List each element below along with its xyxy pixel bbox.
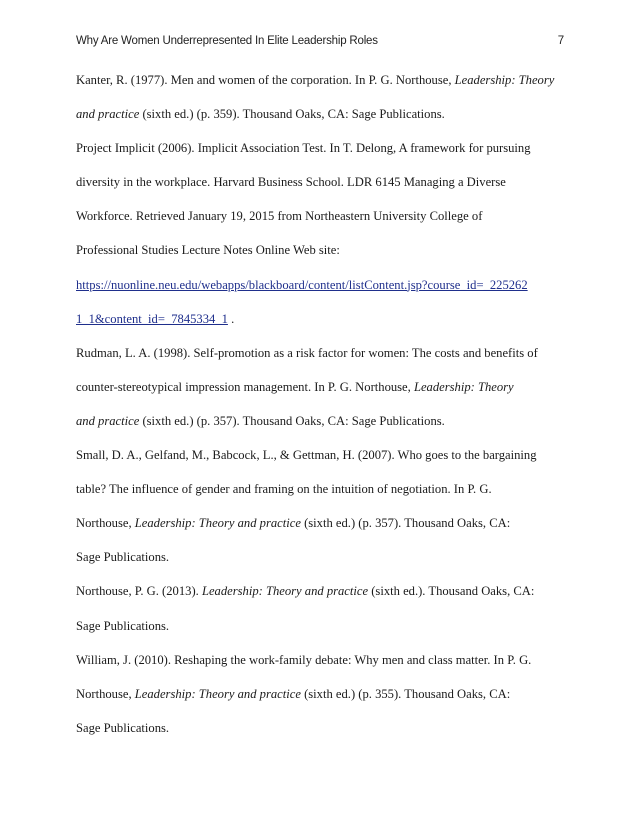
reference-text: Kanter, R. (1977). Men and women of the corporation. In P. G. Northouse, (76, 73, 455, 87)
reference-text: . (227, 311, 235, 326)
reference-text: William, J. (2010). Reshaping the work-family debate: Why men and class matter. In P. G. (76, 652, 532, 667)
reference-text: Project Implicit (2006). Implicit Association Test. In T. Delong, A framework for pursuing (76, 141, 531, 156)
reference-rudman (76, 336, 576, 438)
reference-text: (sixth ed.) (p. 359). Thousand Oaks, CA: Sage Publications. (139, 107, 445, 122)
reference-text: table? The influence of gender and framing on the intuition of negotiation. In P. G. (76, 482, 492, 497)
reference-text: Northouse, (76, 686, 135, 701)
reference-text: (sixth ed.) (p. 355). Thousand Oaks, CA: (300, 686, 511, 701)
reference-italic: Leadership: Theory and practice (134, 686, 301, 701)
reference-url-link[interactable]: 1_1&content_id=_7845334_1 (76, 311, 228, 326)
reference-italic: Leadership: Theory and practice (134, 516, 301, 531)
reference-italic: Leadership: Theory (413, 379, 514, 394)
page-number: 7 (557, 35, 564, 47)
reference-kanter (76, 63, 576, 131)
reference-text: Workforce. Retrieved January 19, 2015 from Northeastern University College of (76, 209, 483, 224)
reference-italic: Leadership: Theory (454, 73, 555, 87)
reference-text: Northouse, (76, 516, 135, 531)
reference-text: Rudman, L. A. (1998). Self-promotion as a risk factor for women: The costs and benefits of (76, 345, 538, 360)
reference-text: Small, D. A., Gelfand, M., Babcock, L., & Gettman, H. (2007). Who goes to the bargaining (76, 448, 537, 463)
reference-small (76, 438, 576, 574)
reference-text: counter-stereotypical impression management. In P. G. Northouse, (76, 379, 414, 394)
reference-project-implicit (76, 131, 576, 336)
reference-italic: Leadership: Theory and practice (201, 584, 369, 599)
reference-text: (sixth ed.). Thousand Oaks, CA: (368, 584, 535, 599)
reference-northouse (76, 574, 576, 642)
reference-text: Professional Studies Lecture Notes Online Web site: (76, 243, 340, 258)
reference-text: Sage Publications. (76, 618, 170, 633)
reference-text: Sage Publications. (76, 550, 170, 565)
reference-text: Northouse, P. G. (2013). (76, 584, 202, 599)
reference-italic: and practice (76, 413, 140, 428)
reference-text: (sixth ed.) (p. 357). Thousand Oaks, CA: Sage Publications. (139, 413, 445, 428)
reference-text: diversity in the workplace. Harvard Business School. LDR 6145 Managing a Diverse (76, 175, 506, 190)
reference-url-link[interactable]: https://nuonline.neu.edu/webapps/blackboard/content/listContent.jsp?course_id=_225262 (76, 277, 528, 292)
reference-text: (sixth ed.) (p. 357). Thousand Oaks, CA: (300, 516, 511, 531)
reference-list (76, 63, 576, 745)
running-head-title: Why Are Women Underrepresented In Elite Leadership Roles (76, 35, 378, 47)
reference-william (76, 643, 576, 745)
reference-text: Sage Publications. (76, 720, 170, 735)
reference-italic: and practice (76, 107, 140, 122)
